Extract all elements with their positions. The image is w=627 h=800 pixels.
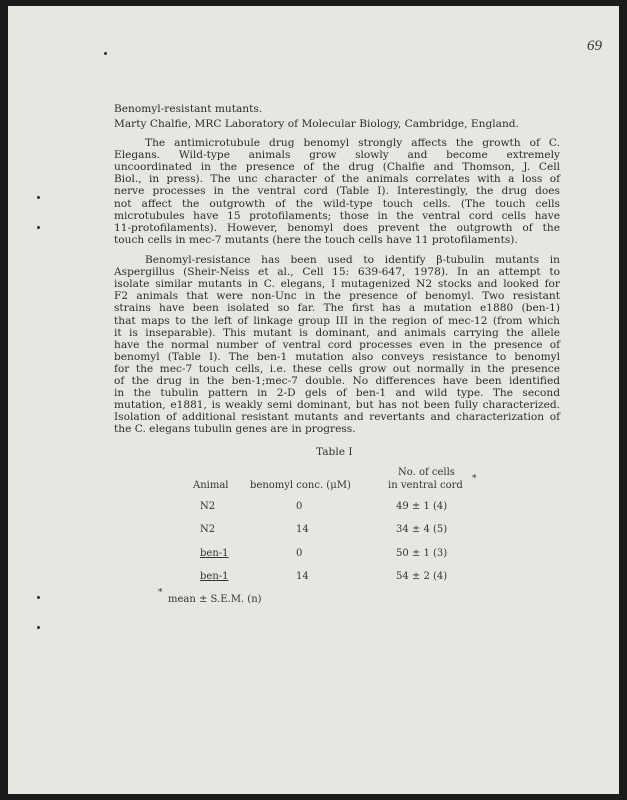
punch-mark [37, 626, 40, 629]
text-line: have the normal number of ventral cord processes even in the presence of [114, 338, 560, 351]
text-line: that maps to the left of linkage group III in the region of mec-12 (from which [114, 314, 560, 327]
cell-animal: ben-1 [200, 571, 229, 582]
cell-conc: 14 [296, 524, 309, 535]
document-title: Benomyl-resistant mutants. [114, 103, 263, 115]
text-line: in the tubulin pattern in 2-D gels of ben-1 and wild type. The second [114, 387, 560, 400]
text-line: benomyl (Table I). The ben-1 mutation also conveys resistance to benomyl [114, 350, 560, 363]
cell-count: 34 ± 4 (5) [396, 524, 448, 535]
footnote: mean ± S.E.M. (n) [168, 594, 262, 605]
cell-count: 49 ± 1 (4) [396, 501, 448, 512]
text-line: not affect the outgrowth of the wild-type touch cells. (The touch cells [114, 197, 560, 210]
cell-conc: 0 [296, 501, 303, 512]
text-line: isolate similar mutants in C. elegans, I mutagenized N2 stocks and looked for [114, 278, 560, 291]
cell-animal: N2 [200, 524, 216, 535]
footnote-mark: * [158, 588, 163, 598]
cell-animal: N2 [200, 501, 216, 512]
text-line: nerve processes in the ventral cord (Table I). Interestingly, the drug does [114, 185, 560, 198]
page-number: 69 [587, 38, 602, 54]
cell-conc: 14 [296, 571, 309, 582]
text-line: Benomyl-resistance has been used to identify β-tubulin mutants in [145, 254, 560, 266]
text-line: strains have been isolated so far. The first has a mutation e1880 (ben-1) [114, 302, 560, 315]
text-line: Aspergillus (Sheir-Neiss et al., Cell 15: 639-647, 1978). In an attempt to [114, 266, 560, 279]
text-line: The antimicrotubule drug benomyl strongly affects the growth of C. [145, 137, 560, 149]
cell-conc: 0 [296, 548, 303, 559]
cell-count: 54 ± 2 (4) [396, 571, 448, 582]
text-line: it is inseparable). This mutant is dominant, and animals carrying the allele [114, 326, 560, 339]
col-header-cells-2: in ventral cord [388, 480, 463, 491]
text-line: touch cells in mec-7 mutants (here the touch cells have 11 protofilaments). [114, 233, 518, 246]
punch-mark [104, 52, 107, 55]
text-line: uncoordinated in the presence of the drug (Chalfie and Thomson, J. Cell [114, 161, 560, 174]
text-line: 11-protofilaments). However, benomyl does prevent the outgrowth of the [114, 221, 560, 234]
cell-count: 50 ± 1 (3) [396, 548, 448, 559]
text-line: for the mec-7 touch cells, i.e. these cells grow out normally in the presence [114, 362, 560, 375]
text-line: Biol., in press). The unc character of the animals correlates with a loss of [114, 173, 560, 186]
punch-mark [37, 226, 40, 229]
text-line: mutation, e1881, is weakly semi dominant, but has not been fully characterized. [114, 399, 560, 412]
punch-mark [37, 596, 40, 599]
col-header-cells-1: No. of cells [398, 467, 455, 478]
text-line: of the drug in the ben-1;mec-7 double. No differences have been identified [114, 375, 560, 387]
table-title: Table I [316, 446, 353, 458]
author-line: Marty Chalfie, MRC Laboratory of Molecular Biology, Cambridge, England. [114, 118, 519, 130]
col-header-animal: Animal [193, 480, 229, 491]
cell-animal: ben-1 [200, 548, 229, 559]
text-line: the C. elegans tubulin genes are in progress. [114, 423, 356, 436]
col-header-asterisk: * [472, 474, 477, 484]
text-line: F2 animals that were non-Unc in the presence of benomyl. Two resistant [114, 290, 560, 303]
text-line: microtubules have 15 protofilaments; those in the ventral cord cells have [114, 209, 560, 222]
punch-mark [37, 196, 40, 199]
text-line: Isolation of additional resistant mutants and revertants and characterization of [114, 411, 560, 424]
col-header-conc: benomyl conc. (μM) [250, 480, 351, 491]
text-line: Elegans. Wild-type animals grow slowly and become extremely [114, 149, 560, 162]
